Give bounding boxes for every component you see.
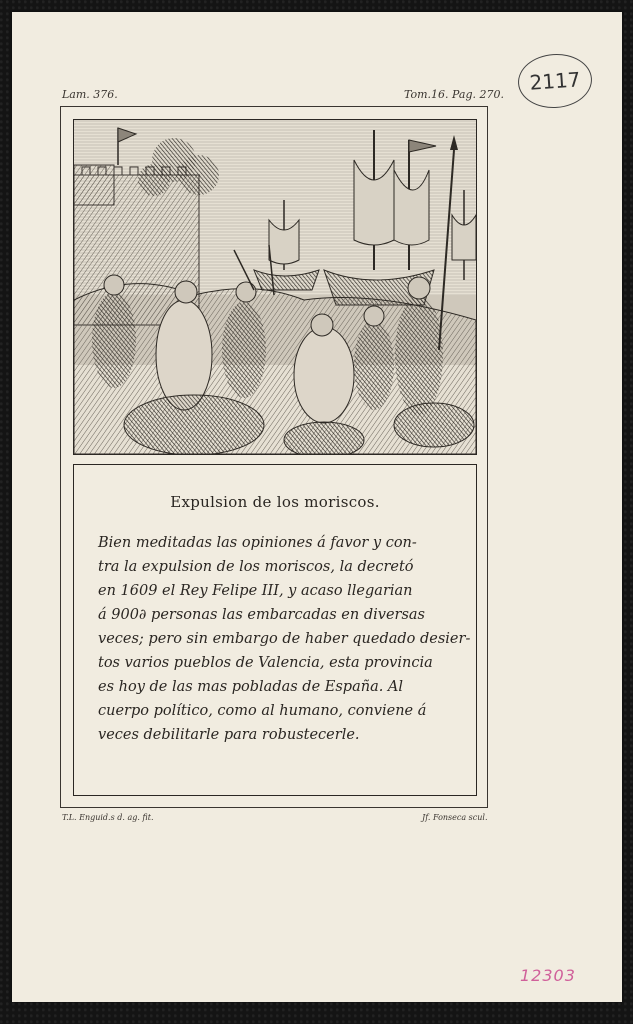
caption-title: Expulsion de los moriscos.: [170, 493, 380, 511]
caption-line: veces; pero sin embargo de haber quedado desier-: [98, 631, 471, 647]
caption-line: Bien meditadas las opiniones á favor y con-: [98, 535, 417, 551]
paper-sheet: [12, 12, 622, 1002]
inventory-number: [516, 51, 594, 110]
engraver-credit: Jf. Fonseca scul.: [422, 813, 488, 822]
caption-panel: [73, 464, 477, 796]
accession-number: 12303: [520, 966, 576, 985]
caption-line: es hoy de las mas pobladas de España. Al: [98, 679, 404, 695]
inventory-number-text: 2117: [528, 67, 582, 95]
draughtsman-credit: T.L. Enguid.s d. ag. fit.: [62, 813, 154, 822]
engraving-illustration: [73, 119, 477, 455]
plate-reference: Lam. 376.: [62, 88, 118, 101]
caption-body: [98, 531, 471, 747]
caption-line: veces debilitarle para robustecerle.: [98, 727, 360, 743]
caption-line: tra la expulsion de los moriscos, la decretó: [98, 559, 414, 575]
caption-line: cuerpo político, como al humano, conviene á: [98, 703, 427, 719]
volume-reference: Tom.16. Pag. 270.: [404, 88, 505, 101]
caption-line: tos varios pueblos de Valencia, esta provincia: [98, 655, 433, 671]
plate-border: [60, 106, 488, 808]
caption-line: á 900∂ personas las embarcadas en diversas: [98, 607, 425, 623]
caption-line: en 1609 el Rey Felipe III, y acaso llegarian: [98, 583, 413, 599]
engraving-svg: [74, 120, 476, 454]
